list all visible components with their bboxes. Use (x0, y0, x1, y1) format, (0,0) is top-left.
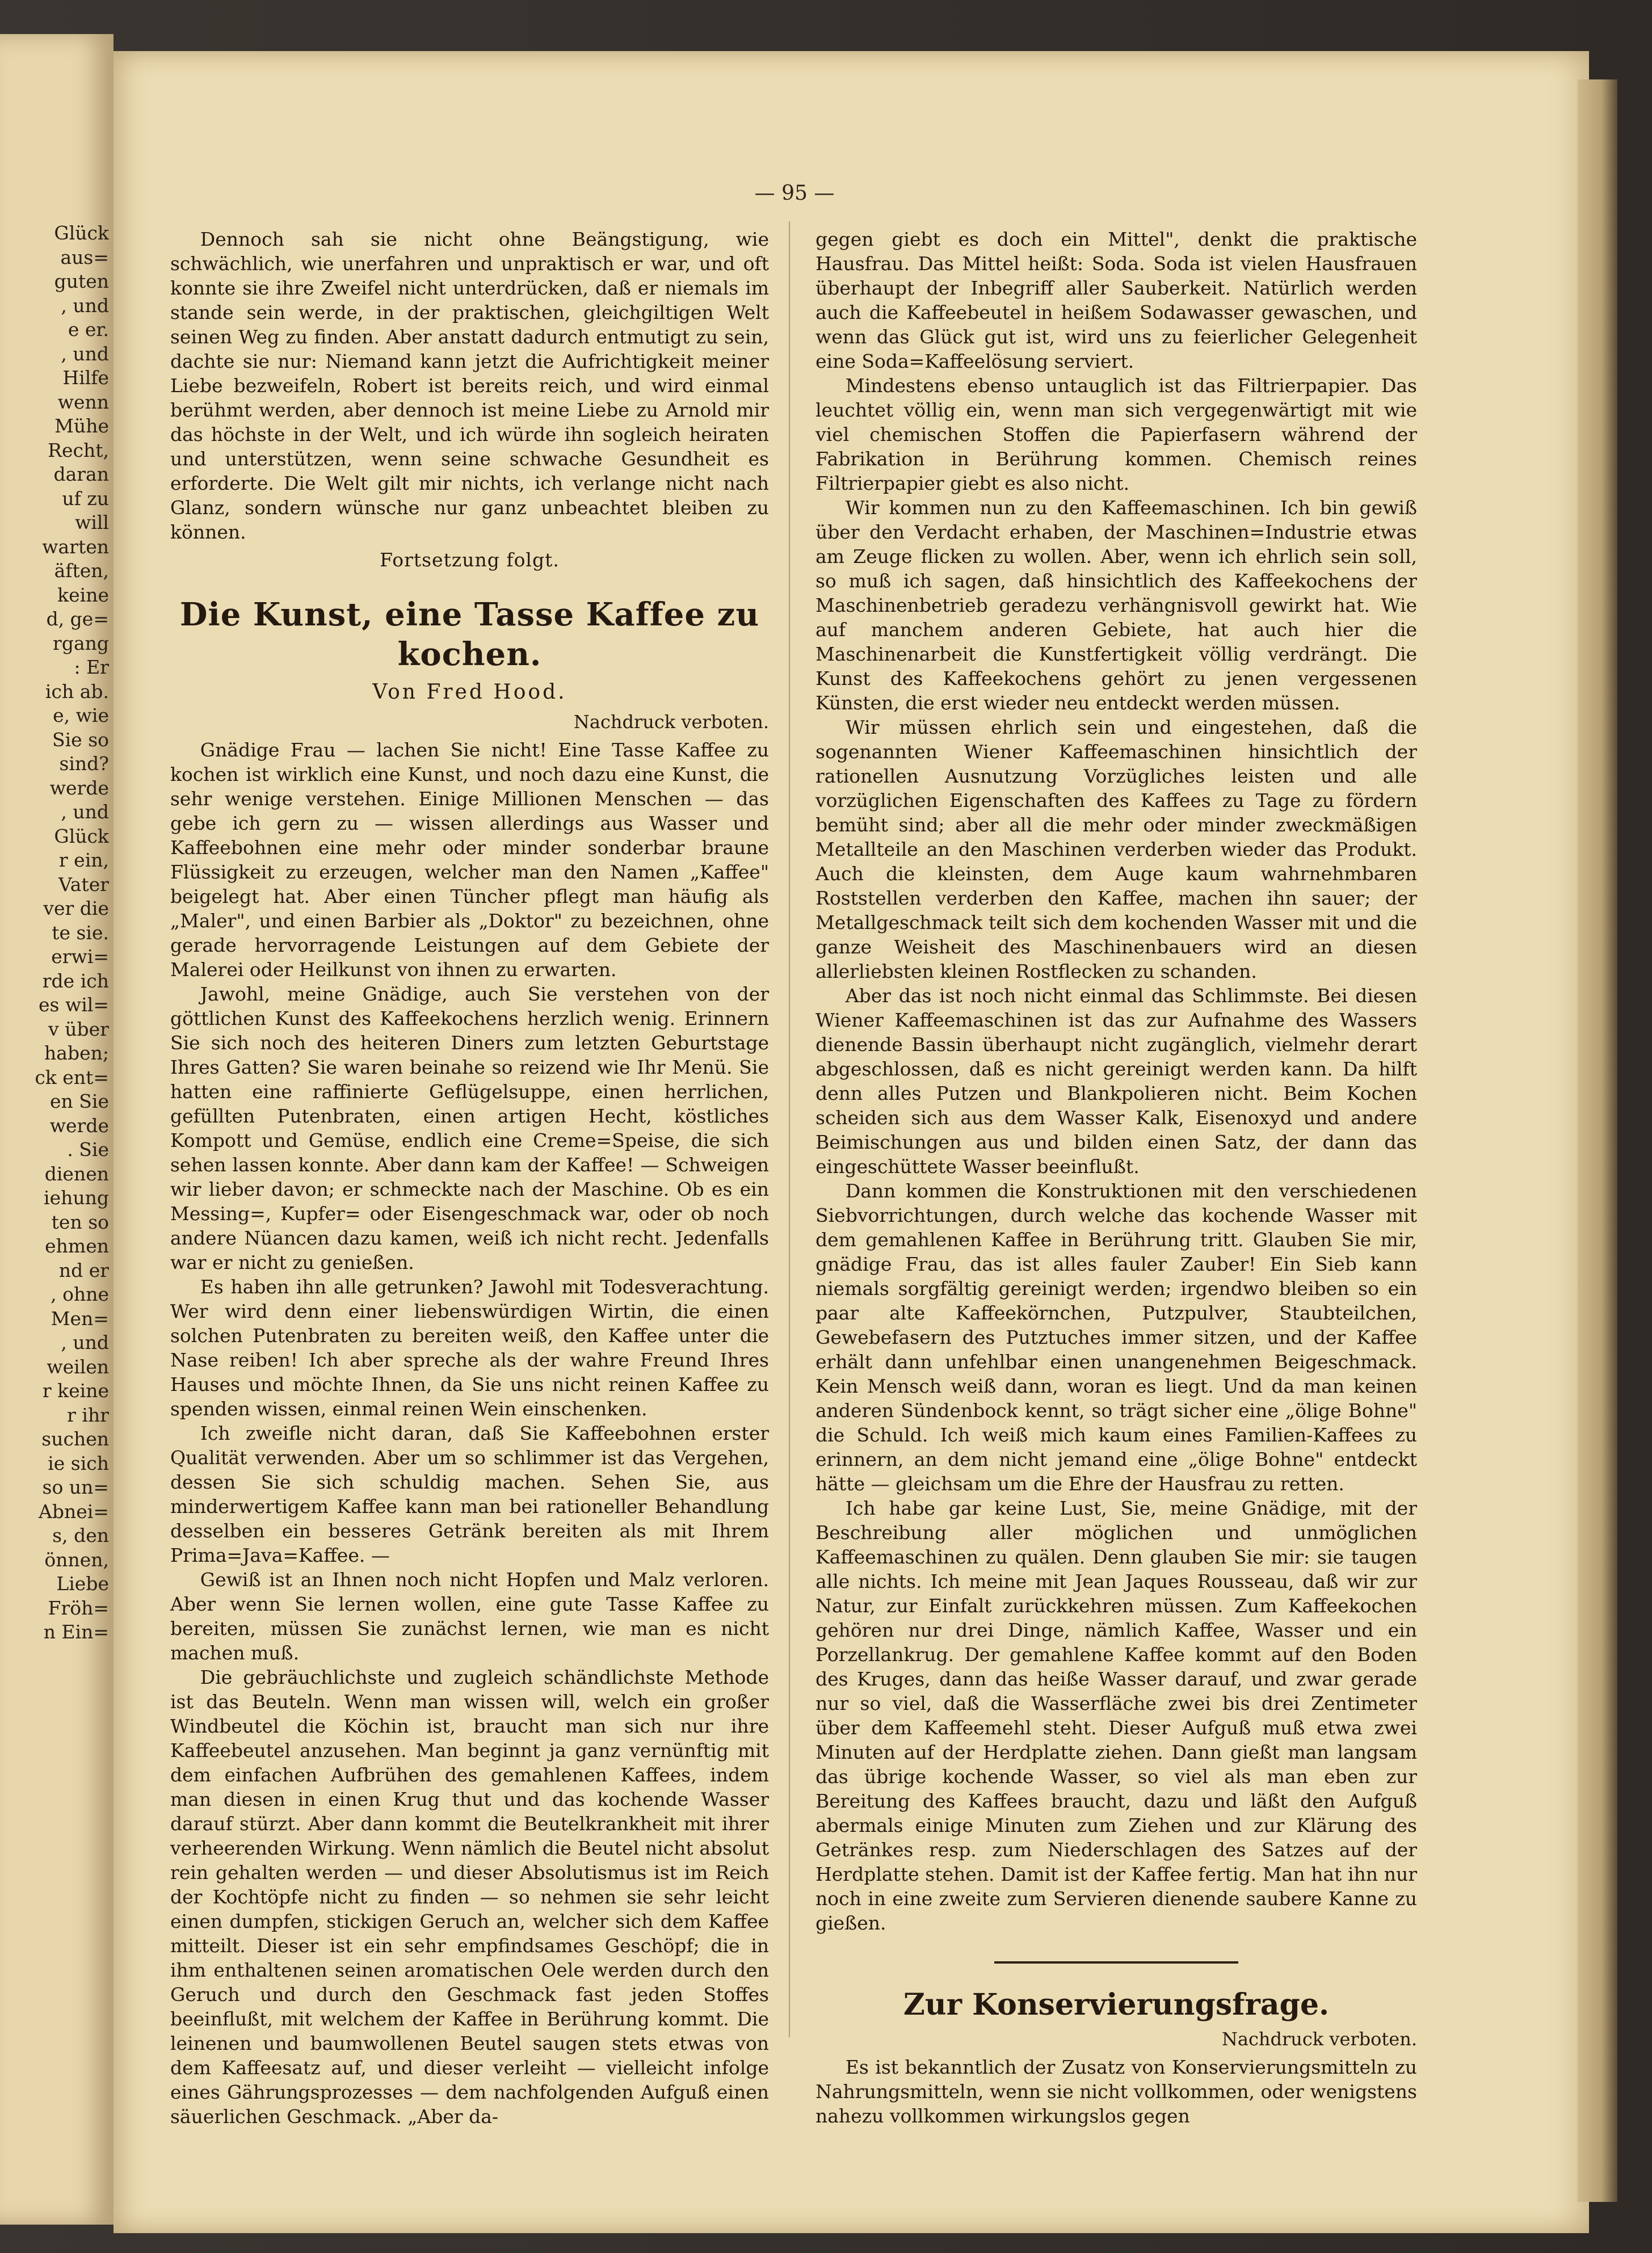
left-page-fragment: s, den (52, 1524, 109, 1546)
left-page-fragment: Glück (54, 825, 109, 847)
article-paragraph: gegen giebt es doch ein Mittel", denkt die praktische Hausfrau. Das Mittel heißt: Soda. Soda ist vielen Hausfrauen überhaupt der Inbegriff aller Sauberkeit. Natürlich werden auch die Kaffeebeutel in heißem Sodawasser gewaschen, und wenn das Glück gut ist, wird uns zu feierlicher Gelegenheit eine Soda=Kaffeelösung serviert. (816, 228, 1417, 372)
left-page-fragment: äften, (54, 560, 109, 582)
left-page-fragment: ver die (43, 897, 109, 919)
article-paragraph: Ich habe gar keine Lust, Sie, meine Gnädige, mit der Beschreibung aller möglichen und unmöglichen Kaffeemaschinen zu quälen. Denn glauben Sie mir: sie taugen alle nichts. Ich meine mit Jean Jaques Rousseau, daß wir zur Natur, zur Einfalt zurückkehren müssen. Zum Kaffeekochen gehören nur drei Dinge, nämlich Kaffee, Wasser und ein Porzellankrug. Der gemahlene Kaffee kommt auf den Boden des Kruges, dann das heiße Wasser darauf, und zwar gerade nur so viel, daß die Wasserfläche zwei bis drei Zentimeter über dem Kaffeemehl steht. Dieser Aufguß muß etwa zwei Minuten auf der Herdplatte ziehen. Dann gießt man langsam das übrige kochende Wasser, so viel als man eben zur Bereitung des Kaffees braucht, dazu und läßt den Aufguß abermals einige Minuten zum Ziehen und zur Klärung des Getränkes resp. zum Niederschlagen des Satzes auf der Herdplatte stehen. Damit ist der Kaffee fertig. Man hat ihn nur noch in eine zweite zum Servieren dienende saubere Kanne zu gießen. (816, 1497, 1417, 1934)
left-page-fragment: Glück (54, 222, 109, 244)
left-page-fragment: Vater (58, 873, 109, 896)
left-page-fragment: aus= (60, 246, 109, 268)
left-page-fragment: en Sie (50, 1090, 109, 1112)
article-paragraph: Die gebräuchlichste und zugleich schändlichste Methode ist das Beuteln. Wenn man wissen will, welch ein großer Windbeutel die Köchin ist, braucht man sich nur ihre Kaffeebeutel anzusehen. Man beginnt ja ganz vernünftig mit dem einfachen Aufbrühen des gemahlenen Kaffees, indem man diesen in einen Krug thut und das kochende Wasser darauf stürzt. Aber dann kommt die Beutelkrankheit mit ihrer verheerenden Wirkung. Wenn nämlich die Beutel nicht absolut rein gehalten werden — und dieser Absolutismus ist im Reich der Kochtöpfe nicht zu finden — so nehmen sie sehr leicht einen dumpfen, stickigen Geruch an, welcher sich dem Kaffee mitteilt. Dieser ist ein sehr empfindsames Geschöpf; die in ihm enthaltenen seinen aromatischen Oele werden durch den Geruch und durch den Geschmack fast jeden Stoffes beeinflußt, mit welchem der Kaffee in Berührung kommt. Die leinenen und baumwollenen Beutel saugen stets etwas von dem Kaffeesatz auf, und dieser verleiht — vielleicht infolge eines Gährungsprozesses — dem nachfolgenden Aufguß einen säuerlichen Geschmack. „Aber da- (170, 1666, 769, 2128)
left-page-fragment: . Sie (67, 1138, 109, 1161)
left-page-fragment: önnen, (44, 1548, 109, 1571)
article-title: Die Kunst, eine Tasse Kaffee zu kochen. (179, 596, 760, 673)
left-page-fragment: weilen (47, 1355, 109, 1378)
left-page-fragment: e, wie (53, 704, 109, 726)
left-page-fragment: Men= (51, 1307, 109, 1330)
left-page-fragment: es wil= (39, 994, 109, 1016)
column-left (170, 227, 769, 2129)
left-page-fragment: keine (57, 583, 109, 606)
article-paragraph: Jawohl, meine Gnädige, auch Sie verstehen von der göttlichen Kunst des Kaffeekochens herzlich wenig. Erinnern Sie sich noch des heiteren Diners zum letzten Geburtstage Ihres Gatten? Sie waren beinahe so reizend wie Ihr Menü. Sie hatten eine raffinierte Geflügelsuppe, einen herrlichen, gefüllten Putenbraten, einen artigen Hecht, köstliches Kompott und Gemüse, endlich eine Creme=Speise, die sich sehen lassen konnte. Aber dann kam der Kaffee! — Schweigen wir lieber davon; er schmeckte nach der Maschine. Ob es ein Messing=, Kupfer= oder Eisengeschmack war, oder ob noch andere Nüancen dazu kamen, weiß ich nicht recht. Jedenfalls war er nicht zu genießen. (170, 983, 769, 1273)
reprint-notice: Nachdruck verboten. (573, 711, 769, 733)
article2-title: Zur Konservierungsfrage. (903, 1987, 1330, 2022)
left-page-fragment: n Ein= (43, 1621, 109, 1643)
left-page-fragment: erwi= (51, 945, 109, 968)
left-page-text-fragments (10, 221, 109, 1645)
article-paragraph: Gewiß ist an Ihnen noch nicht Hopfen und Malz verloren. Aber wenn Sie lernen wollen, eine gute Tasse Kaffee zu bereiten, müssen Sie zunächst lernen, wie man es nicht machen muß. (170, 1569, 769, 1664)
left-page-fragment: ehmen (45, 1235, 109, 1257)
article-paragraph: Wir kommen nun zu den Kaffeemaschinen. Ich bin gewiß über den Verdacht erhaben, der Maschinen=Industrie etwas am Zeuge flicken zu wollen. Aber, wenn ich ehrlich sein soll, so muß ich sagen, daß hinsichtlich des Kaffeekochens der Maschinenbetrieb geradezu verhängnisvoll gewirkt hat. Wie auf manchem anderen Gebiete, hat auch hier die Maschinenarbeit die Kunstfertigkeit völlig verdrängt. Die Kunst des Kaffeekochens gehört zu jenen vergessenen Künsten, die erst wieder neu entdeckt werden müssen. (816, 497, 1417, 714)
left-page-fragment: d, ge= (46, 608, 109, 630)
left-page-fragment: r ein, (58, 849, 109, 871)
left-page-fragment: Mühe (54, 415, 109, 437)
article-paragraph: Wir müssen ehrlich sein und eingestehen, daß die sogenannten Wiener Kaffeemaschinen hinsichtlich der rationellen Ausnutzung Vorzügliches leisten und alle vorzüglichen Eigenschaften des Kaffees zu Tage zu fördern bemüht sind; aber all die mehr oder minder zweckmäßigen Metallteile an den Maschinen verderben wieder das Produkt. Auch die kleinsten, dem Auge kaum wahrnehmbaren Roststellen verderben den Kaffee, machen ihn sauer; der Metallgeschmack teilt sich dem kochenden Wasser mit und die ganze Weisheit des Maschinenbauers wird an diesen allerliebsten kleinen Rostflecken zu schanden. (816, 716, 1417, 982)
left-page-fragment: : Er (74, 656, 109, 678)
left-page (0, 34, 114, 2225)
left-page-fragment: suchen (41, 1428, 109, 1450)
column-divider (789, 221, 790, 2037)
left-page-fragment: , und (61, 801, 109, 823)
article-byline: Von Fred Hood. (372, 680, 567, 704)
left-page-fragment: warten (42, 535, 109, 558)
left-page-fragment: rde ich (42, 969, 109, 992)
left-page-fragment: wenn (57, 390, 109, 413)
section-rule (994, 1961, 1238, 1964)
left-page-fragment: Hilfe (62, 367, 109, 389)
left-page-fragment: Sie so (52, 728, 109, 751)
left-page-fragment: iehung (44, 1187, 109, 1209)
story-continuation-paragraph: Dennoch sah sie nicht ohne Beängstigung, wie schwächlich, wie unerfahren und unpraktisch er war, und oft konnte sie ihre Zweifel nicht unterdrücken, daß er niemals im stande sein werde, in der praktischen, gleichgiltigen Welt seinen Weg zu finden. Aber anstatt dadurch entmutigt zu sein, dachte sie nur: Niemand kann jetzt die Aufrichtigkeit meiner Liebe bezweifeln, Robert ist bereits reich, und wird einmal berühmt werden, aber dennoch ist meine Liebe zu Arnold mir das höchste in der Welt, und ich würde ihn sogleich heiraten und unterstützen, wenn seine schwache Gesundheit es erforderte. Die Welt gilt mir nichts, ich verlange nicht nach Glanz, sondern wünsche nur ganz unbeachtet bleiben zu können. (170, 228, 769, 543)
left-page-fragment: dienen (44, 1162, 109, 1185)
left-page-fragment: sind? (59, 753, 109, 775)
left-page-fragment: ck ent= (35, 1066, 109, 1088)
left-page-fragment: Recht, (48, 439, 109, 461)
left-page-fragment: rgang (53, 632, 109, 654)
article2-reprint-notice: Nachdruck verboten. (1221, 2028, 1417, 2050)
left-page-fragment: , und (61, 1331, 109, 1354)
left-page-fragment: nd er (58, 1259, 109, 1281)
article-paragraph: Gnädige Frau — lachen Sie nicht! Eine Tasse Kaffee zu kochen ist wirklich eine Kunst, und noch dazu eine Kunst, die sehr wenige verstehen. Einige Millionen Menschen — das gebe ich gern zu — wissen allerdings aus Wasser und Kaffeebohnen eine mehr oder minder sonderbar braune Flüssigkeit zu erzeugen, welcher man den Namen „Kaffee" beigelegt hat. Aber einen Tüncher pflegt man häufig als „Maler", und einen Barbier als „Doktor" zu bezeichnen, ohne gerade hervorragende Leistungen auf dem Gebiete der Malerei oder Heilkunst von ihnen zu erwarten. (170, 739, 769, 981)
article-paragraph: Dann kommen die Konstruktionen mit den verschiedenen Siebvorrichtungen, durch welche das kochende Wasser mit dem gemahlenen Kaffee in Berührung tritt. Glauben Sie mir, gnädige Frau, das ist alles fauler Zauber! Ein Sieb kann niemals sorgfältig gereinigt werden; irgendwo bleiben so ein paar alte Kaffeekörnchen, Putzpulver, Staubteilchen, Gewebefasern des Putztuches immer sitzen, und der Kaffee erhält dann unfehlbar einen unangenehmen Beigeschmack. Kein Mensch weiß dann, woran es liegt. Und da man keinen anderen Sündenbock kennt, so trägt sicher eine „ölige Bohne" die Schuld. Ich weiß mich kaum eines Familien-Kaffees zu erinnern, an dem nicht jemand eine „ölige Bohne" entdeckt hätte — gleichsam um die Ehre der Hausfrau zu retten. (816, 1180, 1417, 1495)
left-page-fragment: so un= (42, 1476, 109, 1498)
left-page-fragment: , und (61, 294, 109, 317)
article2-paragraph: Es ist bekanntlich der Zusatz von Konservierungsmitteln zu Nahrungsmitteln, wenn sie nicht vollkommen, oder wenigstens nahezu vollkommen wirkungslos gegen (816, 2056, 1417, 2127)
left-page-fragment: uf zu (62, 487, 109, 510)
left-page-fragment: Liebe (56, 1573, 109, 1595)
left-page-fragment: ten so (51, 1210, 109, 1233)
left-page-fragment: ich ab. (45, 680, 109, 703)
left-page-fragment: Abnei= (39, 1500, 109, 1523)
left-page-fragment: ie sich (48, 1452, 109, 1474)
page-number: — 95 — (754, 182, 835, 205)
left-page-fragment: , ohne (51, 1283, 109, 1305)
left-page-fragment: will (75, 511, 109, 533)
left-page-fragment: guten (54, 270, 109, 292)
left-page-fragment: Fröh= (48, 1596, 109, 1619)
continued-note: Fortsetzung folgt. (380, 549, 560, 571)
left-page-fragment: e er. (68, 318, 109, 341)
left-page-fragment: werde (49, 1114, 109, 1137)
page-edge (1578, 79, 1617, 2202)
left-page-fragment: daran (53, 463, 109, 485)
left-page-fragment: haben; (44, 1042, 109, 1064)
left-page-fragment: r ihr (67, 1403, 109, 1426)
article-paragraph: Aber das ist noch nicht einmal das Schlimmste. Bei diesen Wiener Kaffeemaschinen ist das zur Aufnahme des Wassers dienende Bassin überhaupt nicht zugänglich, vielmehr derart abgeschlossen, daß es nicht gereinigt werden kann. Da hilft denn alles Putzen und Blankpolieren nicht. Beim Kochen scheiden sich aus dem Wasser Kalk, Eisenoxyd und andere Beimischungen aus und bilden einen Satz, der dann das eingeschüttete Wasser beeinflußt. (816, 985, 1417, 1178)
column-right (816, 227, 1417, 2128)
left-page-fragment: r keine (42, 1380, 109, 1402)
article-paragraph: Es haben ihn alle getrunken? Jawohl mit Todesverachtung. Wer wird denn einer liebenswürdigen Wirtin, die einen solchen Putenbraten zu bereiten weiß, den Kaffee unter die Nase reiben! Ich aber spreche als der wahre Freund Ihres Hauses und möchte Ihnen, da Sie uns nicht reinen Kaffee zu spenden wissen, einmal reinen Wein einschenken. (170, 1276, 769, 1420)
article-paragraph: Mindestens ebenso untauglich ist das Filtrierpapier. Das leuchtet völlig ein, wenn man sich vergegenwärtigt mit wie viel chemischen Stoffen die Papierfasern während der Fabrikation in Berührung kommen. Chemisch reines Filtrierpapier giebt es also nicht. (816, 375, 1417, 494)
left-page-fragment: te sie. (52, 921, 109, 944)
left-page-fragment: , und (61, 342, 109, 365)
left-page-fragment: v über (48, 1018, 109, 1040)
left-page-fragment: werde (49, 776, 109, 799)
article-paragraph: Ich zweifle nicht daran, daß Sie Kaffeebohnen erster Qualität verwenden. Aber um so schlimmer ist das Vergehen, dessen Sie sich schuldig machen. Sehen Sie, aus minderwertigem Kaffee kann man bei rationeller Behandlung desselben ein besseres Getränk bereiten als mit Ihrem Prima=Java=Kaffee. — (170, 1422, 769, 1566)
